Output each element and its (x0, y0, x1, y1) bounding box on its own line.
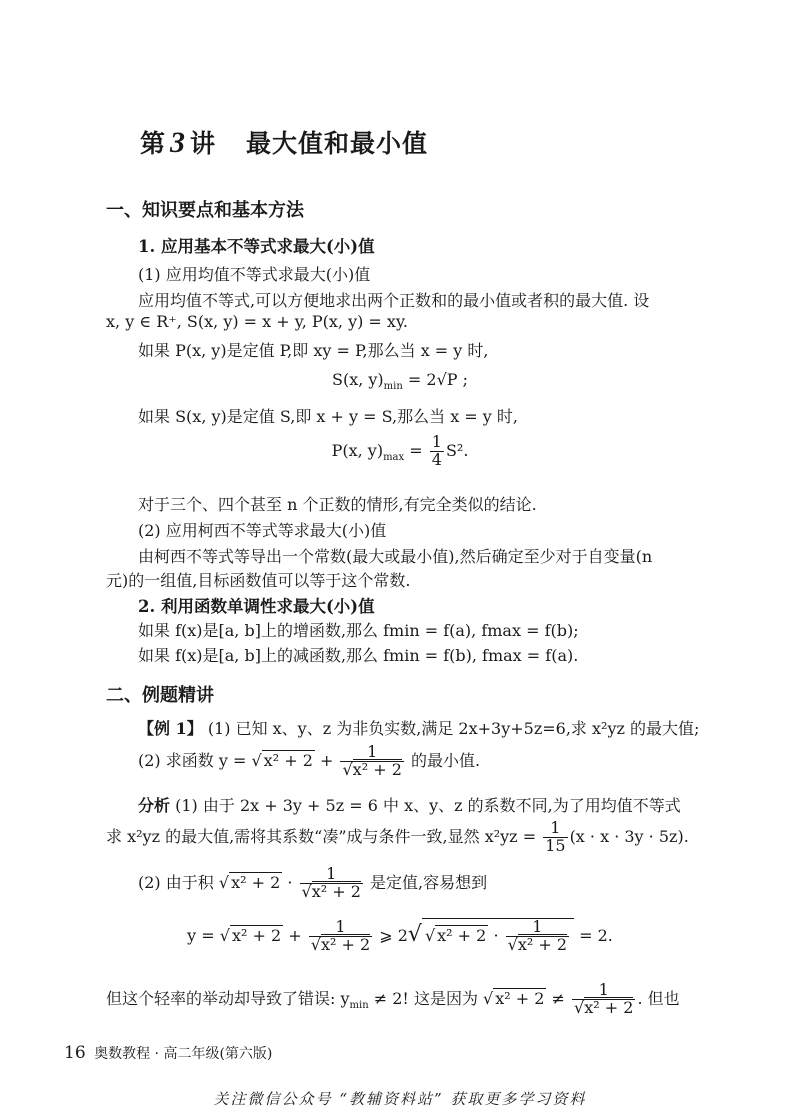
subsection-heading-2: 2. 利用函数单调性求最大(小)值 (138, 597, 375, 616)
paragraph-3: 如果 S(x, y)是定值 S,即 x + y = S,那么当 x = y 时, (138, 407, 519, 426)
analysis-line-1: 分析 (1) 由于 2x + 3y + 5z = 6 中 x、y、z 的系数不同,为了用均值不等式 (138, 796, 681, 815)
example-1-label: 【例 1】 (138, 719, 203, 738)
lecture-title (140, 124, 428, 160)
paragraph-5-line-1: 由柯西不等式等导出一个常数(最大或最小值),然后确定至少对于自变量(n (138, 547, 653, 566)
book-title: 奥数教程 · 高二年级(第六版) (94, 1046, 273, 1062)
analysis-line-4: 但这个轻率的举动却导致了错误: $y_{min} \ne 2$! 这是因为 √ x² + 2 ≠ $\frac{1}{\text{√x² + 2}}$ . 但也 (106, 980, 680, 1017)
paragraph-2: 如果 P(x, y)是定值 P,即 xy = P,那么当 x = y 时, (138, 341, 489, 360)
analysis-line-2: 求 x²yz 的最大值,需将其系数“凑”成与条件一致,显然 x²yz = $\frac{1}{15}$ (x · x · 3y · 5z). (106, 818, 689, 855)
section-heading-1: 一、知识要点和基本方法 (106, 200, 304, 221)
title-number: 3 (170, 126, 187, 159)
equation-2: P(x, $y)_{max}$ = $\frac{1}{4}$ S². (331, 432, 469, 469)
title-name: 最大值和最小值 (246, 129, 429, 158)
paragraph-1-line-2: x, y ∈ R⁺, S(x, y) = x + y, P(x, y) = xy. (106, 312, 408, 331)
title-suffix: 讲 (190, 129, 217, 158)
paragraph-6-line-2: 如果 f(x)是[a, b]上的减函数,那么 fmin = f(b), fmax = f(a). (138, 646, 579, 665)
paragraph-4: 对于三个、四个甚至 n 个正数的情形,有完全类似的结论. (138, 495, 537, 514)
paragraph-1-line-1: 应用均值不等式,可以方便地求出两个正数和的最小值或者积的最大值. 设 (138, 291, 650, 310)
analysis-line-3: (2) 由于积 √ x² + 2 · $\frac{1}{\text{√x² + 2}}$ 是定值,容易想到 (138, 864, 488, 901)
title-prefix: 第 (140, 129, 167, 158)
subsection-heading-1b: (2) 应用柯西不等式等求最大(小)值 (138, 521, 387, 540)
analysis-label: 分析 (138, 796, 171, 815)
watermark-text: 关注微信公众号 “教辅资料站” 获取更多学习资料 (213, 1090, 587, 1108)
example-1-question-2: (2) 求函数 y = √ x² + 2 + $\frac{1}{\text{√x² + 2}}$ 的最小值. (138, 742, 481, 779)
analysis-equation: y = √ x² + 2 + $\frac{1}{\text{√x² + 2}}$ ⩾ 2√ √ x² + 2 · $\frac{1}{\text{√x² + 2}}$ = 2. (187, 917, 613, 954)
paragraph-5-line-2: 元)的一组值,目标函数值可以等于这个常数. (106, 571, 411, 590)
page-footer (64, 1043, 272, 1063)
example-1-question-1: 【例 1】 (1) 已知 x、y、z 为非负实数,满足 2x+3y+5z=6,求 x²yz 的最大值; (138, 719, 700, 738)
page-number: 16 (64, 1043, 86, 1063)
paragraph-6-line-1: 如果 f(x)是[a, b]上的增函数,那么 fmin = f(a), fmax = f(b); (138, 621, 579, 640)
subsection-heading-1: 1. 应用基本不等式求最大(小)值 (138, 237, 375, 256)
section-heading-2: 二、例题精讲 (106, 685, 214, 706)
subsection-heading-1a: (1) 应用均值不等式求最大(小)值 (138, 265, 371, 284)
equation-1: S(x, $y)_{min} = 2√P$ ; (331, 370, 468, 393)
